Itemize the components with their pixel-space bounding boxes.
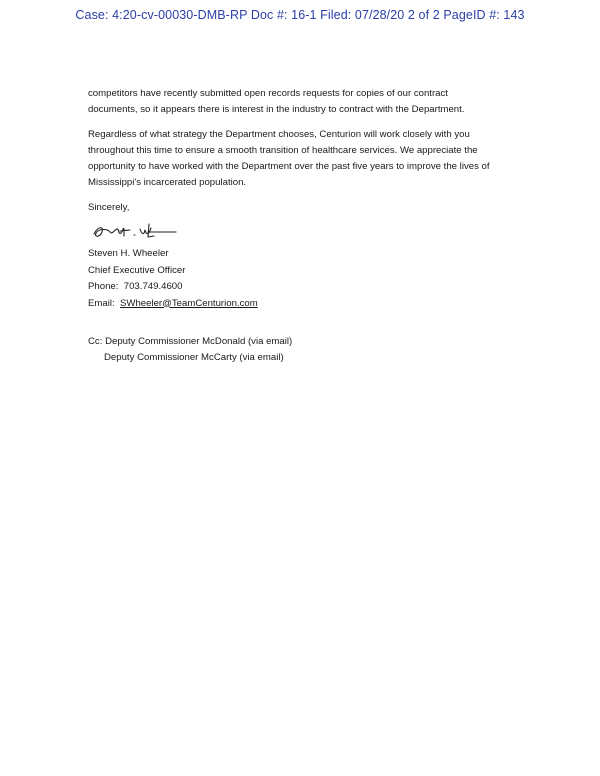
paragraph-2-line-3: opportunity to have worked with the Department over the past five years to improve the lives of [88, 161, 490, 172]
signer-name: Steven H. Wheeler [88, 248, 169, 259]
cc-recipient-1: Deputy Commissioner McDonald (via email) [105, 336, 293, 347]
cc-line-1 [88, 334, 558, 350]
paragraph-1 [88, 86, 558, 118]
paragraph-1-line-1: competitors have recently submitted open records requests for copies of our contract [88, 88, 448, 99]
email-label: Email: [88, 297, 115, 309]
case-header [0, 8, 600, 22]
closing [88, 200, 558, 216]
signer-phone-line [88, 279, 558, 296]
paragraph-2-line-2: throughout this time to ensure a smooth transition of healthcare services. We appreciate the [88, 145, 478, 156]
cc-recipient-2: Deputy Commissioner McCarty (via email) [104, 352, 284, 363]
phone-number: 703.749.4600 [123, 281, 183, 292]
email-link[interactable]: SWheeler@TeamCenturion.com [120, 297, 258, 309]
cc-block [88, 334, 558, 366]
signer-title: Chief Executive Officer [88, 264, 186, 276]
case-header-text: Case: 4:20-cv-00030-DMB-RP Doc #: 16-1 Filed: 07/28/20 2 of 2 PageID #: 143 [75, 8, 525, 22]
paragraph-2-line-4: Mississippi's incarcerated population. [88, 177, 247, 188]
paragraph-1-line-2: documents, so it appears there is interest in the industry to contract with the Department. [88, 104, 465, 115]
signature-block [88, 246, 558, 312]
handwritten-signature [90, 220, 180, 242]
paragraph-2-line-1: Regardless of what strategy the Department chooses, Centurion will work closely with you [88, 129, 470, 140]
paragraph-2 [88, 127, 558, 191]
signer-email-line [88, 296, 558, 313]
phone-label: Phone: [88, 281, 119, 292]
cc-label: Cc: [88, 336, 103, 347]
closing-text: Sincerely, [88, 202, 130, 213]
letter-body [88, 86, 558, 366]
